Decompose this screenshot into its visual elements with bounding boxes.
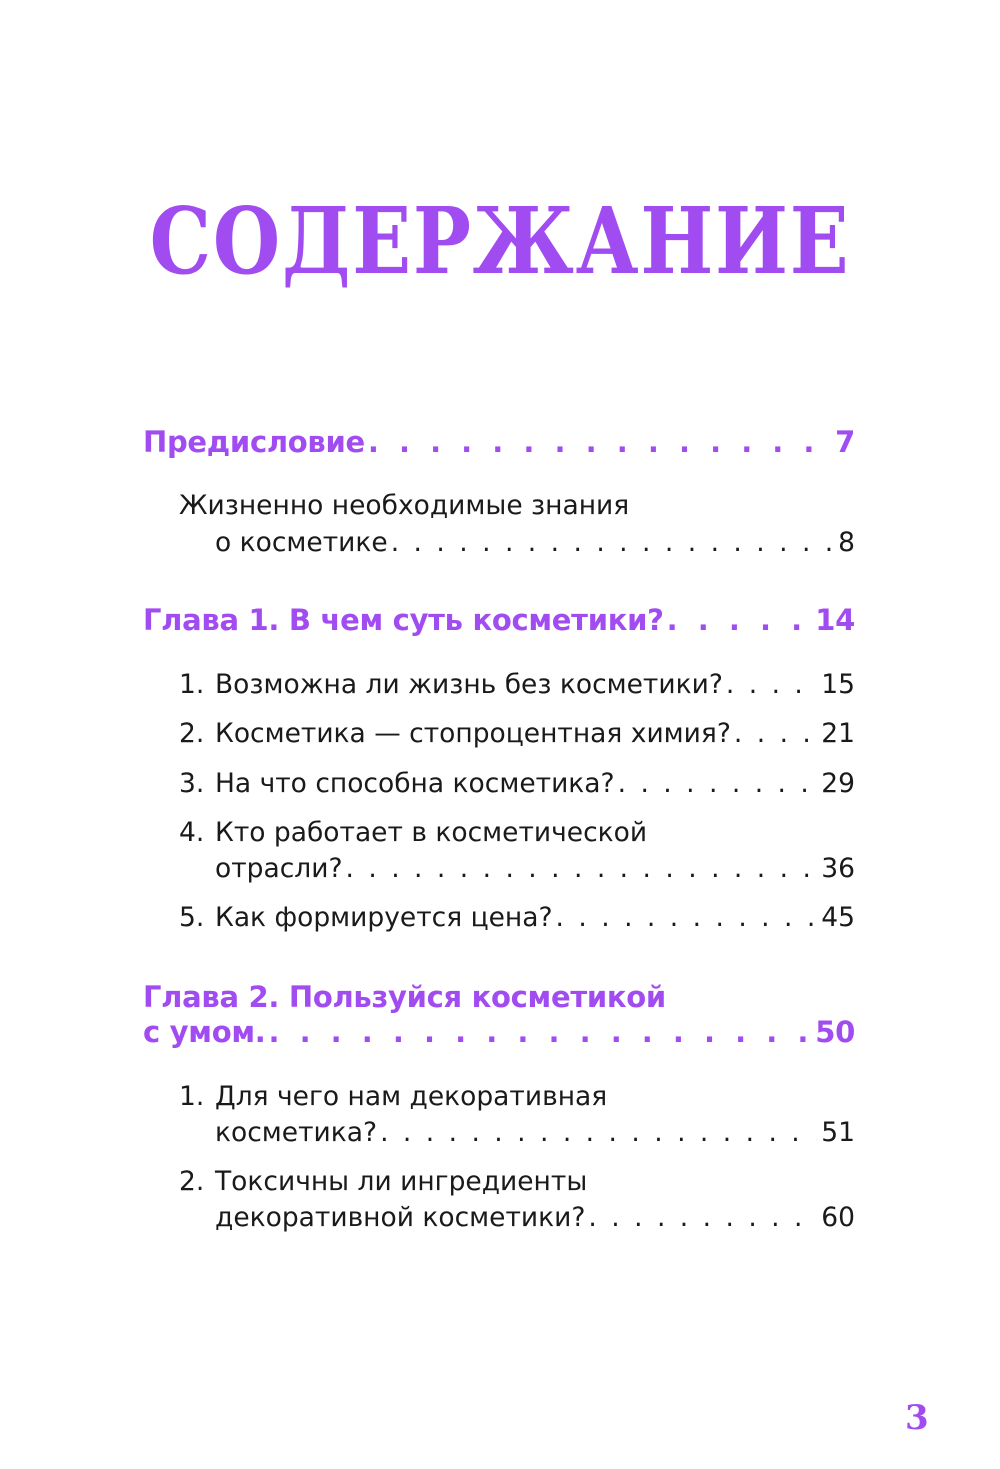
dot-leader [726,669,817,700]
toc-chapter2-heading-line: Глава 2. Пользуйся косметикой [143,980,666,1014]
toc-entry-1-3[interactable] [179,768,855,799]
toc-entry-label: о косметике [215,527,388,558]
toc-heading-label: Глава 1. В чем суть косметики? [143,603,664,637]
toc-entry-label: Для чего нам декоративная [215,1081,608,1112]
toc-entry-label: Возможна ли жизнь без косметики? [215,669,723,700]
toc-entry-label: Косметика — стопроцентная химия? [215,718,731,749]
toc-entry-label: косметика? [215,1117,378,1148]
dot-leader [667,603,812,637]
toc-page-number: 29 [821,768,855,799]
toc-entry-label: Кто работает в косметической [215,817,648,848]
toc-entry-2-1-first-line [179,1081,607,1112]
dot-leader [380,1117,817,1148]
dot-leader [268,1015,811,1049]
toc-page-number: 51 [821,1117,855,1148]
page-number: 3 [905,1398,929,1438]
toc-entry-1-1[interactable] [179,669,855,700]
toc-entry-line: Жизненно необходимые знания [179,490,630,521]
toc-entry-2-1[interactable] [215,1117,855,1148]
toc-page-number: 21 [821,718,855,749]
toc-entry-number: 4. [179,817,205,848]
toc-chapter2-heading[interactable] [143,1015,855,1049]
toc-heading-label: с умом. [143,1015,266,1049]
toc-entry-knowledge[interactable] [215,527,855,558]
toc-entry-number: 1. [179,669,205,700]
toc-chapter1-heading[interactable] [143,603,855,637]
dot-leader [368,425,831,459]
toc-page-number: 60 [821,1202,855,1233]
toc-entry-number: 1. [179,1081,205,1112]
toc-page-number: 14 [815,603,855,637]
toc-page-number: 36 [821,853,855,884]
toc-entry-label: Как формируется цена? [215,902,553,933]
toc-entry-1-5[interactable] [179,902,855,933]
toc-entry-number: 2. [179,1166,205,1197]
dot-leader [588,1202,817,1233]
toc-entry-label: декоративной косметики? [215,1202,586,1233]
toc-entry-2-2[interactable] [215,1202,855,1233]
toc-preface-heading[interactable] [143,425,855,459]
toc-entry-number: 3. [179,768,205,799]
dot-leader [618,768,818,799]
dot-leader [346,853,818,884]
dot-leader [734,718,817,749]
toc-entry-2-2-first-line [179,1166,587,1197]
toc-entry-1-2[interactable] [179,718,855,749]
dot-leader [556,902,818,933]
toc-page-number: 45 [821,902,855,933]
toc-entry-label: отрасли? [215,853,343,884]
toc-page-number: 15 [821,669,855,700]
toc-page-number: 50 [815,1015,855,1049]
toc-entry-number: 5. [179,902,205,933]
toc-entry-1-4[interactable] [215,853,855,884]
toc-entry-label: Токсичны ли ингредиенты [215,1166,588,1197]
toc-entry-1-4-first-line [179,817,647,848]
page-title: СОДЕРЖАНИЕ [149,187,851,295]
toc-heading-label: Предисловие [143,425,365,459]
toc-entry-label: На что способна косметика? [215,768,615,799]
toc-page-number: 8 [838,527,855,558]
dot-leader [391,527,834,558]
toc-page-number: 7 [835,425,855,459]
toc-entry-number: 2. [179,718,205,749]
